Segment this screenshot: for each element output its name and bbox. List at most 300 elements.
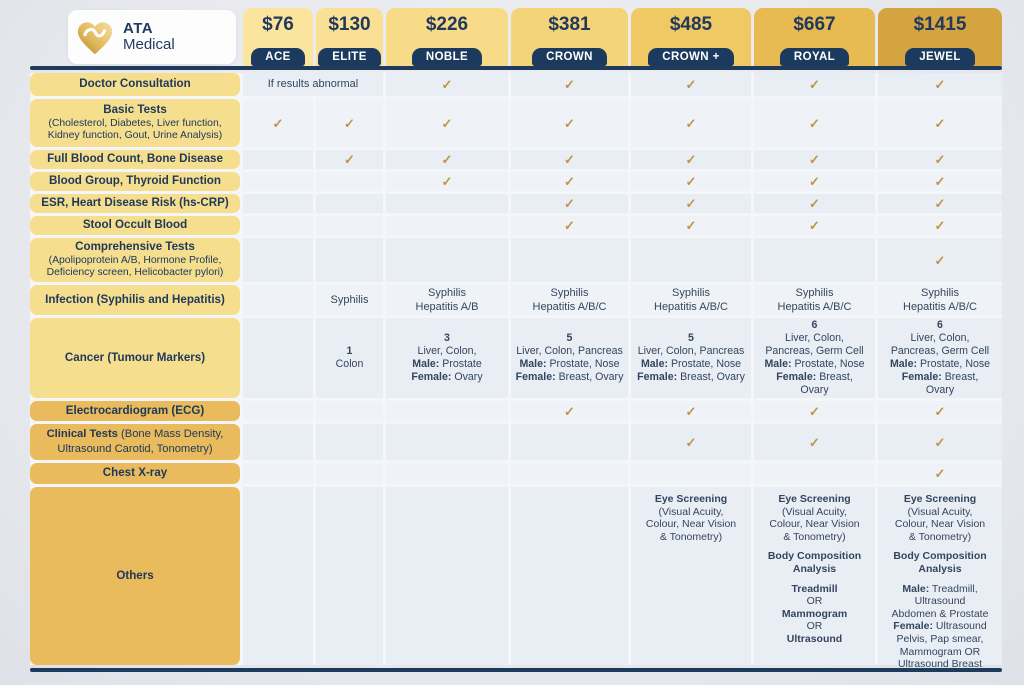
text-line [807, 620, 823, 633]
text-cell [386, 285, 508, 315]
text-line [659, 506, 724, 519]
empty-cell [316, 194, 383, 213]
checkmark-icon: ✓ [272, 115, 284, 131]
text-segment: Syphilis [330, 293, 369, 306]
text-segment: Liver, Colon, [910, 332, 970, 345]
empty-cell [243, 285, 313, 315]
plan-card-royal [754, 8, 875, 66]
text-cell [754, 487, 875, 665]
row-label-infection-syphilis-hepatitis [30, 285, 240, 315]
row-label-cancer-tumour-markers [30, 318, 240, 398]
plan-price-noble: $226 [425, 14, 469, 35]
text-segment: & Tonometry) [659, 530, 723, 543]
check-cell [754, 424, 875, 460]
check-cell [511, 401, 628, 421]
text-line [908, 506, 973, 519]
text-segment: Ultrasound Breast [897, 658, 983, 671]
text-segment: Hepatitis A/B [415, 301, 479, 313]
plan-name-pill-elite: ELITE [318, 48, 381, 66]
check-cell [243, 99, 313, 147]
text-line [688, 332, 694, 345]
plan-name-pill-jewel: JEWEL [905, 48, 975, 66]
plan-card-crown [631, 8, 751, 66]
text-line [637, 371, 745, 384]
check-cell [878, 150, 1002, 169]
empty-cell [386, 401, 508, 421]
text-segment: 3 [444, 332, 450, 345]
text-segment: Female: [893, 620, 933, 633]
plan-name-pill-royal: ROYAL [780, 48, 849, 66]
text-segment: Mammogram OR [899, 645, 981, 658]
text-cell [243, 73, 383, 96]
row-label-esr-heart-disease-risk [30, 194, 240, 213]
text-line [769, 518, 859, 531]
text-cell [631, 487, 751, 665]
text-line [796, 286, 834, 300]
checkmark-icon: ✓ [685, 77, 697, 92]
text-line [787, 633, 842, 646]
check-cell [511, 99, 628, 147]
checkmark-icon: ✓ [809, 152, 820, 167]
text-cell [754, 285, 875, 315]
text-line [903, 300, 977, 314]
empty-cell [386, 487, 508, 665]
check-cell [316, 150, 383, 169]
text-segment: Male: [764, 358, 792, 370]
empty-cell [316, 401, 383, 421]
checkmark-icon: ✓ [809, 218, 820, 233]
check-cell [316, 99, 383, 147]
checkmark-icon: ✓ [685, 115, 697, 131]
text-line [812, 319, 818, 332]
text-segment: Prostate, Nose [668, 358, 742, 370]
text-line [41, 196, 229, 210]
check-cell [631, 194, 751, 213]
empty-cell [243, 194, 313, 213]
empty-cell [316, 172, 383, 191]
check-cell [754, 216, 875, 235]
empty-cell [511, 487, 628, 665]
checkmark-icon: ✓ [685, 174, 697, 189]
text-segment: Deficiency screen, Helicobacter pylori) [46, 267, 224, 279]
text-segment: If results abnormal [267, 78, 359, 91]
row-label-basic-tests [30, 99, 240, 147]
text-segment: Eye Screening [903, 493, 977, 505]
text-line [890, 358, 990, 371]
text-segment: Ultrasound [786, 632, 843, 645]
text-cell [878, 285, 1002, 315]
text-segment: Prostate, Nose [917, 358, 991, 370]
text-segment: (Bone Mass Density, [121, 428, 224, 441]
text-segment: Male: [519, 358, 547, 370]
checkmark-icon: ✓ [685, 403, 697, 419]
text-segment: Others [116, 568, 154, 582]
text-segment: Full Blood Count, Bone Disease [47, 152, 223, 166]
check-cell [754, 150, 875, 169]
text-line [65, 351, 205, 365]
text-segment: Female: [515, 370, 556, 383]
text-line [533, 300, 607, 314]
text-line [83, 218, 187, 232]
text-cell [878, 487, 1002, 671]
text-line [116, 569, 153, 583]
text-segment: Liver, Colon, [785, 332, 844, 345]
text-line [793, 563, 836, 576]
checkmark-icon: ✓ [564, 403, 575, 419]
text-line [79, 77, 190, 91]
text-segment: Syphilis [795, 286, 834, 299]
checkmark-icon: ✓ [685, 218, 697, 233]
text-line [646, 518, 736, 531]
empty-cell [243, 318, 313, 398]
text-line [768, 550, 861, 563]
check-cell [511, 172, 628, 191]
text-segment: (Visual Acuity, [658, 505, 724, 518]
text-line [47, 152, 223, 166]
check-cell [631, 172, 751, 191]
header-divider [30, 66, 1002, 70]
check-cell [878, 401, 1002, 421]
empty-cell [386, 216, 508, 235]
check-cell [631, 150, 751, 169]
text-line [782, 608, 847, 621]
check-cell [878, 424, 1002, 460]
text-segment: Syphilis [921, 286, 959, 299]
checkmark-icon: ✓ [809, 77, 820, 92]
text-segment: Prostate, Nose [546, 358, 620, 370]
checkmark-icon: ✓ [344, 152, 355, 167]
row-label-others [30, 487, 240, 665]
empty-cell [243, 216, 313, 235]
check-cell [878, 216, 1002, 235]
text-segment: Analysis [918, 562, 962, 575]
text-line [783, 531, 845, 544]
text-segment: OR [806, 620, 823, 633]
checkmark-icon: ✓ [934, 218, 946, 233]
empty-cell [316, 238, 383, 282]
text-segment: ESR, Heart Disease Risk (hs-CRP) [41, 196, 229, 210]
text-line [926, 384, 954, 397]
plan-card-elite [316, 8, 383, 66]
text-line [551, 286, 589, 300]
text-line [49, 255, 222, 268]
text-line [49, 174, 221, 188]
text-segment: Stool Occult Blood [82, 218, 188, 232]
text-line [897, 633, 984, 646]
text-segment: Breast, [941, 370, 979, 383]
check-cell [386, 99, 508, 147]
text-cell [631, 285, 751, 315]
text-line [331, 293, 369, 307]
text-line [336, 358, 364, 371]
text-segment: Pancreas, Germ Cell [890, 345, 990, 358]
text-segment: Pelvis, Pap smear, [896, 632, 984, 645]
text-segment: Male: [640, 358, 669, 370]
empty-cell [316, 424, 383, 460]
check-cell [878, 99, 1002, 147]
row-label-doctor-consultation [30, 73, 240, 96]
check-cell [511, 194, 628, 213]
text-line [48, 118, 221, 131]
checkmark-icon: ✓ [934, 174, 946, 189]
text-segment: Abdomen & Prostate [891, 607, 989, 620]
checkmark-icon: ✓ [344, 115, 355, 131]
text-line [45, 293, 225, 307]
brand-name-bottom: Medical [123, 36, 175, 53]
text-line [411, 371, 482, 384]
row-label-blood-group-thyroid-function [30, 172, 240, 191]
text-segment: Ultrasound [914, 595, 966, 608]
text-line [103, 466, 167, 480]
text-line [918, 563, 961, 576]
text-segment: (Visual Acuity, [782, 505, 847, 518]
check-cell [631, 424, 751, 460]
text-cell [754, 318, 875, 398]
empty-cell [243, 463, 313, 484]
check-cell [754, 194, 875, 213]
checkmark-icon: ✓ [934, 403, 946, 419]
text-line [902, 583, 977, 596]
plan-price-royal: $667 [793, 14, 836, 35]
empty-cell [243, 487, 313, 665]
text-segment: Colour, Near Vision [769, 518, 860, 531]
text-line [900, 646, 981, 659]
text-segment: Female: [901, 370, 942, 383]
text-segment: Syphilis [550, 286, 589, 299]
text-line [638, 345, 745, 358]
text-line [893, 620, 986, 633]
plan-price-jewel: $1415 [913, 14, 967, 35]
text-segment: Ultrasound Carotid, Tonometry) [57, 443, 213, 455]
checkmark-icon: ✓ [564, 77, 575, 92]
text-segment: & Tonometry) [783, 530, 846, 543]
text-segment: 5 [566, 332, 573, 345]
text-segment: Comprehensive Tests [75, 240, 195, 254]
text-segment: Mammogram [781, 607, 848, 620]
check-cell [878, 172, 1002, 191]
checkmark-icon: ✓ [809, 174, 820, 189]
checkmark-icon: ✓ [809, 196, 820, 211]
text-line [902, 371, 979, 384]
text-segment: Ovary [800, 383, 829, 396]
checkmark-icon: ✓ [685, 196, 697, 211]
text-line [915, 595, 966, 608]
text-segment: Liver, Colon, [417, 345, 477, 358]
empty-cell [631, 238, 751, 282]
checkmark-icon: ✓ [564, 115, 575, 131]
text-segment: Eye Screening [654, 493, 728, 505]
brand-name-top: ATA [123, 20, 154, 38]
text-segment: Hepatitis A/B/C [777, 301, 852, 313]
checkmark-icon: ✓ [934, 434, 946, 450]
text-segment: Blood Group, Thyroid Function [49, 174, 221, 188]
checkmark-icon: ✓ [441, 152, 453, 167]
empty-cell [316, 216, 383, 235]
checkmark-icon: ✓ [809, 434, 820, 450]
text-segment: Male: [902, 582, 930, 595]
text-segment: 5 [688, 332, 694, 345]
text-segment: 6 [811, 319, 818, 332]
text-line [898, 658, 982, 671]
header-grid [30, 8, 1002, 66]
text-segment: (Visual Acuity, [907, 505, 973, 518]
text-line [412, 358, 482, 371]
text-segment: Chest X-ray [102, 466, 168, 480]
empty-cell [386, 424, 508, 460]
text-line [48, 130, 222, 143]
empty-cell [511, 463, 628, 484]
text-line [904, 493, 976, 506]
text-line [418, 345, 477, 358]
text-segment: Colour, Near Vision [894, 518, 986, 531]
text-segment: Basic Tests [103, 103, 167, 117]
text-segment: Hepatitis A/B/C [903, 301, 977, 313]
text-line [911, 332, 970, 345]
text-line [893, 550, 986, 563]
text-segment: Colon [335, 358, 364, 370]
checkmark-icon: ✓ [441, 77, 453, 92]
check-cell [878, 463, 1002, 484]
checkmark-icon: ✓ [564, 174, 575, 189]
text-line [654, 300, 728, 314]
checkmark-icon: ✓ [809, 115, 820, 131]
text-segment: Female: [776, 370, 817, 383]
row-label-comprehensive-tests [30, 238, 240, 282]
checkmark-icon: ✓ [564, 196, 575, 211]
text-cell [878, 318, 1002, 398]
empty-cell [754, 238, 875, 282]
text-line [66, 404, 205, 418]
text-line [765, 345, 863, 358]
text-segment: (Apolipoprotein A/B, Hormone Profile, [48, 254, 222, 266]
text-segment: Eye Screening [778, 493, 851, 505]
empty-cell [386, 194, 508, 213]
check-cell [631, 401, 751, 421]
text-line [268, 77, 358, 91]
text-segment: Electrocardiogram (ECG) [65, 403, 205, 417]
text-segment: & Tonometry) [908, 530, 972, 543]
text-segment: Male: [889, 358, 918, 370]
empty-cell [243, 172, 313, 191]
text-segment: Treadmill, [929, 582, 978, 595]
plan-name-pill-crown: CROWN + [648, 48, 733, 66]
text-segment: Female: [411, 370, 452, 383]
text-line [807, 595, 823, 608]
text-segment: Prostate [439, 358, 482, 370]
text-segment: Treadmill [791, 582, 838, 595]
text-segment: Breast, Ovary [555, 370, 624, 383]
text-segment: Ovary [925, 383, 955, 396]
check-cell [631, 99, 751, 147]
text-segment: Prostate, Nose [791, 358, 865, 370]
check-cell [754, 172, 875, 191]
empty-cell [243, 401, 313, 421]
text-segment: 1 [346, 345, 353, 358]
text-line [47, 267, 224, 280]
plan-card-crown [511, 8, 628, 66]
footer-divider [30, 668, 1002, 672]
text-segment: Male: [412, 358, 440, 370]
text-segment: Doctor Consultation [79, 77, 191, 91]
text-segment: Breast, [816, 370, 853, 383]
row-label-full-blood-count-bone-disease [30, 150, 240, 169]
checkmark-icon: ✓ [934, 152, 946, 167]
text-line [921, 286, 959, 300]
check-cell [511, 150, 628, 169]
check-cell [511, 73, 628, 96]
text-line [909, 531, 971, 544]
text-segment: Pancreas, Germ Cell [765, 345, 864, 358]
check-cell [386, 73, 508, 96]
check-cell [754, 99, 875, 147]
plan-price-crown: $485 [669, 14, 713, 35]
text-line [516, 345, 623, 358]
empty-cell [511, 424, 628, 460]
plan-card-ace [243, 8, 313, 66]
text-line [895, 518, 985, 531]
check-cell [631, 216, 751, 235]
text-segment: Hepatitis A/B/C [654, 301, 728, 313]
text-line [937, 319, 943, 332]
text-segment: (Cholesterol, Diabetes, Liver function, [48, 117, 222, 129]
text-line [516, 371, 624, 384]
check-cell [878, 238, 1002, 282]
plan-price-crown: $381 [548, 14, 591, 35]
row-label-chest-x-ray [30, 463, 240, 484]
plan-price-ace: $76 [262, 14, 294, 35]
checkmark-icon: ✓ [441, 115, 453, 131]
row-label-clinical-tests [30, 424, 240, 460]
checkmark-icon: ✓ [934, 77, 946, 92]
empty-cell [316, 487, 383, 665]
text-segment: Colour, Near Vision [645, 518, 737, 531]
text-line [764, 358, 864, 371]
text-cell [316, 318, 383, 398]
text-line [776, 371, 853, 384]
checkmark-icon: ✓ [564, 218, 575, 233]
check-cell [511, 216, 628, 235]
text-segment: Cancer (Tumour Markers) [64, 350, 206, 364]
text-line [641, 358, 741, 371]
check-cell [386, 172, 508, 191]
text-segment: Analysis [792, 562, 837, 575]
text-segment: Body Composition [767, 550, 862, 563]
text-line [791, 583, 837, 596]
text-line [57, 442, 212, 457]
text-cell [511, 285, 628, 315]
row-label-electrocardiogram-ecg [30, 401, 240, 421]
empty-cell [243, 424, 313, 460]
brand-heart-icon [74, 18, 116, 57]
text-segment: Liver, Colon, Pancreas [637, 345, 745, 358]
checkmark-icon: ✓ [441, 174, 453, 189]
text-segment: 6 [937, 319, 943, 332]
checkmark-icon: ✓ [685, 434, 697, 450]
text-line [567, 332, 573, 345]
plan-card-noble [386, 8, 508, 66]
text-segment: Body Composition [893, 550, 987, 563]
text-line [892, 608, 989, 621]
text-segment: Infection (Syphilis and Hepatitis) [45, 292, 225, 306]
plan-price-elite: $130 [328, 14, 371, 35]
text-line [778, 493, 850, 506]
text-line [347, 345, 353, 358]
empty-cell [511, 238, 628, 282]
empty-cell [631, 463, 751, 484]
text-segment: Liver, Colon, Pancreas [516, 345, 623, 358]
brand-logo [68, 10, 236, 64]
check-cell [754, 73, 875, 96]
